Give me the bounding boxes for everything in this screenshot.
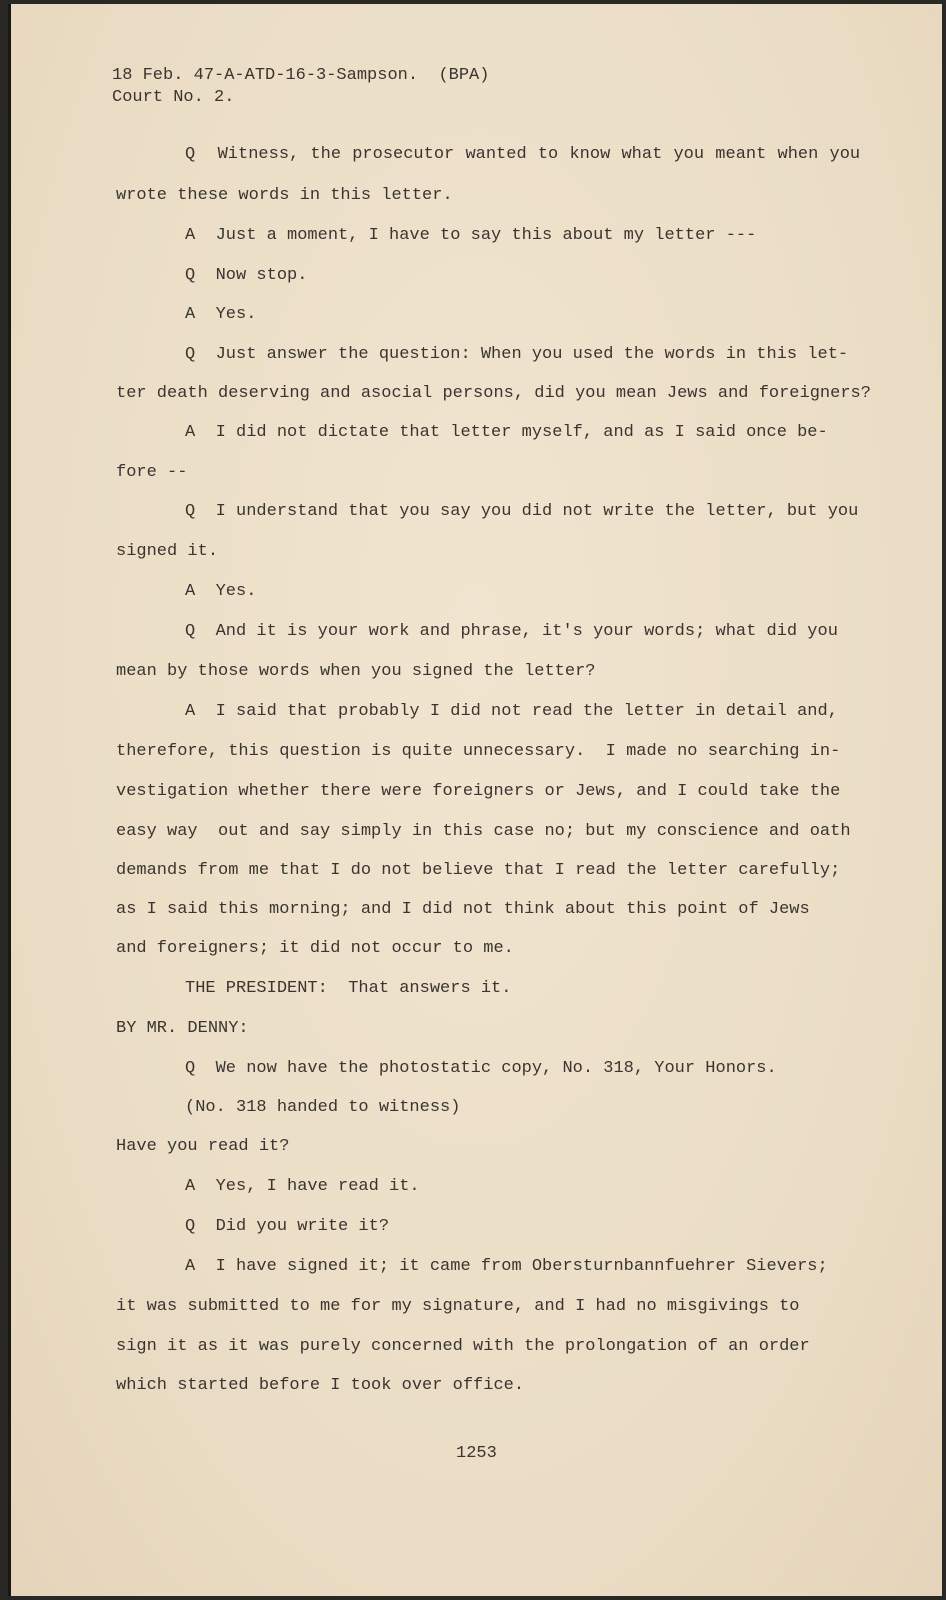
transcript-line: A Just a moment, I have to say this about my letter --- [185,226,757,245]
transcript-line: (No. 318 handed to witness) [185,1098,461,1117]
transcript-line: sign it as it was purely concerned with the prolongation of an order [116,1337,810,1356]
document-page [8,4,942,1596]
transcript-line: Q Witness, the prosecutor wanted to know what you meant when you [185,145,861,164]
transcript-line: and foreigners; it did not occur to me. [116,939,514,958]
header-line-1: 18 Feb. 47-A-ATD-16-3-Sampson. (BPA) [112,66,490,85]
transcript-line: A Yes. [185,305,257,324]
transcript-line: A Yes, I have read it. [185,1177,420,1196]
binding-edge [8,4,11,1596]
transcript-line: demands from me that I do not believe that I read the letter carefully; [116,861,841,880]
transcript-line: Q I understand that you say you did not write the letter, but you [185,502,859,521]
transcript-line: ter death deserving and asocial persons, did you mean Jews and foreigners? [116,384,871,403]
transcript-line: easy way out and say simply in this case no; but my conscience and oath [116,822,851,841]
transcript-line: Q We now have the photostatic copy, No. 318, Your Honors. [185,1059,777,1078]
transcript-line: which started before I took over office. [116,1376,525,1395]
transcript-line: A I have signed it; it came from Obersturnbannfuehrer Sievers; [185,1257,828,1276]
transcript-line: THE PRESIDENT: That answers it. [185,979,512,998]
transcript-line: therefore, this question is quite unnecessary. I made no searching in- [116,742,841,761]
transcript-line: as I said this morning; and I did not think about this point of Jews [116,900,810,919]
transcript-line: Q And it is your work and phrase, it's your words; what did you [185,622,838,641]
transcript-line: it was submitted to me for my signature, and I had no misgivings to [116,1297,800,1316]
transcript-line: A Yes. [185,582,257,601]
transcript-line: BY MR. DENNY: [116,1019,249,1038]
transcript-line: Q Just answer the question: When you used the words in this let- [185,345,849,364]
transcript-line: Q Now stop. [185,266,308,285]
transcript-line: mean by those words when you signed the letter? [116,662,596,681]
transcript-line: A I did not dictate that letter myself, and as I said once be- [185,423,828,442]
transcript-line: A I said that probably I did not read the letter in detail and, [185,702,838,721]
transcript-line: Have you read it? [116,1137,290,1156]
header-line-2: Court No. 2. [112,88,235,107]
transcript-line: vestigation whether there were foreigners or Jews, and I could take the [116,782,841,801]
transcript-line: fore -- [116,463,188,482]
transcript-line: signed it. [116,542,219,561]
transcript-line: wrote these words in this letter. [116,186,453,205]
page-number: 1253 [456,1444,497,1463]
transcript-line: Q Did you write it? [185,1217,390,1236]
